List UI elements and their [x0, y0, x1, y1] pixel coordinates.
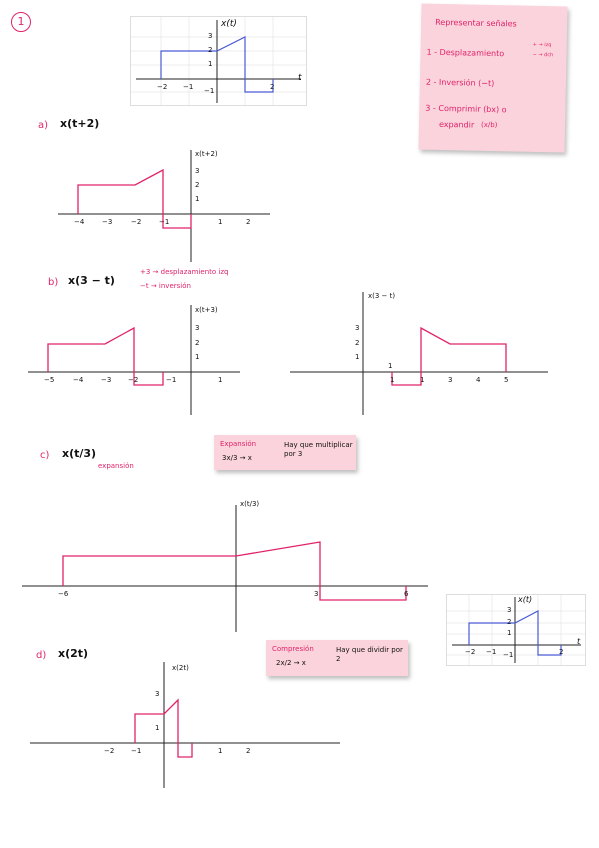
- part-b-left-ytick: 3: [195, 324, 200, 332]
- part-b-left-xtick: −5: [44, 376, 55, 384]
- part-d-expr: x(2t): [58, 647, 89, 660]
- part-a-xtick: −3: [102, 218, 113, 226]
- part-b-right-xtick: 4: [476, 376, 481, 384]
- copy-xtick: 2: [559, 648, 564, 656]
- part-b-left-xtick: 1: [218, 376, 223, 384]
- part-b-letter: b): [48, 277, 59, 288]
- copy-ylabel: x(t): [518, 595, 533, 604]
- part-a-ytick: 1: [195, 195, 200, 203]
- original-xlabel: t: [298, 73, 302, 83]
- original-ytick: 3: [208, 32, 213, 40]
- part-d-ytick: 3: [155, 690, 160, 698]
- part-b-right-ytick: 1: [388, 362, 393, 370]
- expansion-rule: 3x/3 → x: [222, 454, 252, 462]
- original-xtick: −1: [183, 83, 194, 91]
- copy-ytick: 2: [507, 618, 512, 626]
- part-b-left-ylabel: x(t+3): [195, 306, 218, 314]
- original-ylabel: x(t): [221, 19, 237, 29]
- part-c-expr-note: expansión: [98, 462, 134, 470]
- copy-ytick: 3: [507, 606, 512, 614]
- part-b-left-ytick: 1: [195, 353, 200, 361]
- part-b-right-xtick: 5: [504, 376, 509, 384]
- original-xtick: 2: [270, 83, 275, 91]
- part-b-left-xtick: −1: [166, 376, 177, 384]
- sticky-item-1: 1 - Desplazamiento: [426, 47, 505, 59]
- part-c-xtick: 6: [404, 590, 409, 598]
- part-a-letter: a): [38, 120, 49, 131]
- sticky-item-1-note-b: − → dch: [532, 51, 554, 59]
- part-b-right-ylabel: x(3 − t): [368, 292, 396, 300]
- sticky-item-2: 2 - Inversión (−t): [425, 77, 495, 89]
- expansion-title: Expansión: [220, 440, 257, 448]
- part-d-ytick: 1: [155, 724, 160, 732]
- part-a-xtick: −1: [159, 218, 170, 226]
- sticky-item-3b: expandir: [438, 119, 475, 130]
- part-a-xtick: 1: [218, 218, 223, 226]
- part-d-xtick: −2: [104, 747, 115, 755]
- part-a-ylabel: x(t+2): [195, 150, 218, 158]
- part-b-left-ytick: 2: [195, 339, 200, 347]
- part-b-right-ytick: 2: [355, 339, 360, 347]
- part-b-left-xtick: −4: [73, 376, 84, 384]
- copy-xtick: −1: [503, 651, 514, 659]
- problem-number: 1: [17, 15, 25, 28]
- part-d-ylabel: x(2t): [172, 664, 189, 672]
- part-b-right-ytick: 1: [355, 353, 360, 361]
- part-a-xtick: −2: [131, 218, 142, 226]
- copy-xlabel: t: [577, 637, 581, 646]
- part-a-xtick: −4: [74, 218, 85, 226]
- part-d-xtick: 1: [218, 747, 223, 755]
- part-c-ylabel: x(t/3): [240, 500, 260, 508]
- compression-rule: 2x/2 → x: [276, 659, 306, 667]
- sticky-item-1-note-a: + → izq: [532, 41, 552, 49]
- part-c-xtick: 3: [314, 590, 319, 598]
- original-ytick: 1: [208, 60, 213, 68]
- compression-text: Hay que dividir por 2: [336, 646, 403, 663]
- part-b-right-xtick: 1: [420, 376, 425, 384]
- part-d-xtick: −1: [131, 747, 142, 755]
- part-d-xtick: 2: [246, 747, 251, 755]
- part-b-note-1: +3 → desplazamiento izq: [140, 268, 229, 276]
- sticky-item-3-frac: (x/b): [480, 120, 498, 130]
- part-a-ytick: 3: [195, 167, 200, 175]
- original-xtick: −1: [204, 87, 215, 95]
- compression-title: Compresión: [272, 645, 314, 653]
- part-b-right-ytick: 3: [355, 324, 360, 332]
- part-b-left-xtick: −3: [101, 376, 112, 384]
- original-ytick: 2: [208, 46, 213, 54]
- sticky-item-3: 3 - Comprimir (bx) o: [425, 103, 507, 115]
- part-d-letter: d): [36, 650, 47, 661]
- part-b-expr: x(3 − t): [68, 274, 115, 287]
- part-b-left-xtick: −2: [128, 376, 139, 384]
- copy-xtick: −1: [486, 648, 497, 656]
- part-a-ytick: 2: [195, 181, 200, 189]
- original-xtick: −2: [157, 83, 168, 91]
- copy-xtick: −2: [465, 648, 476, 656]
- part-a-expr: x(t+2): [60, 117, 100, 130]
- part-b-right-xtick: 3: [448, 376, 453, 384]
- part-a-xtick: 2: [246, 218, 251, 226]
- sticky-title: Representar señales: [435, 17, 517, 29]
- part-c-expr: x(t/3): [62, 447, 97, 460]
- copy-ytick: 1: [507, 629, 512, 637]
- part-b-note-2: −t → inversión: [140, 282, 191, 290]
- part-c-letter: c): [40, 450, 50, 461]
- part-c-xtick: −6: [58, 590, 69, 598]
- part-b-right-xtick: 1: [390, 376, 395, 384]
- expansion-text: Hay que multiplicar por 3: [284, 441, 353, 458]
